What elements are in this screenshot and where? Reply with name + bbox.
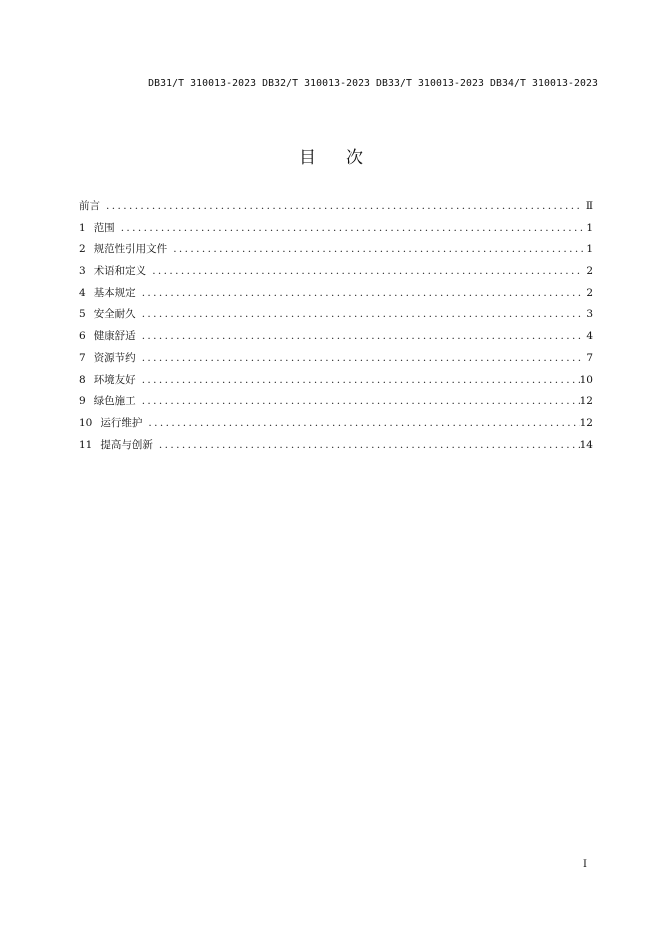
toc-entry-number: 11 bbox=[79, 438, 93, 451]
toc-entry-label: 环境友好 bbox=[93, 373, 136, 386]
toc-entry-page: 14 bbox=[579, 438, 593, 451]
toc-entry-page: 7 bbox=[586, 351, 593, 364]
toc-entry-label: 规范性引用文件 bbox=[93, 243, 168, 256]
toc-dot-leader bbox=[155, 435, 580, 457]
toc-entry-label: 基本规定 bbox=[93, 286, 136, 299]
toc-entry-number: 8 bbox=[79, 373, 86, 386]
toc-entry-page: 10 bbox=[579, 373, 593, 386]
toc-entry-number: 2 bbox=[79, 243, 86, 256]
toc-entry-3[interactable] bbox=[79, 261, 593, 283]
toc-dot-leader bbox=[138, 283, 583, 305]
toc-entry-number: 3 bbox=[79, 265, 86, 278]
toc-entry-4[interactable] bbox=[79, 283, 593, 305]
toc-entry-page: 12 bbox=[579, 395, 593, 408]
toc-entry-label: 绿色施工 bbox=[93, 395, 136, 408]
toc-entry-page: Ⅱ bbox=[585, 200, 593, 212]
toc-entry-page: 4 bbox=[586, 330, 593, 343]
toc-entry-number: 10 bbox=[79, 416, 93, 429]
toc-entry-label: 资源节约 bbox=[93, 351, 136, 364]
toc-dot-leader bbox=[102, 196, 583, 218]
toc-entry-number: 9 bbox=[79, 395, 86, 408]
toc-dot-leader bbox=[148, 261, 583, 283]
toc-entry-number: 1 bbox=[79, 221, 86, 234]
toc-dot-leader bbox=[144, 413, 579, 435]
toc-title: 目次 bbox=[299, 148, 393, 168]
toc-entry-page: 2 bbox=[586, 265, 593, 278]
toc-entry-page: 12 bbox=[579, 416, 593, 429]
toc-entry-2[interactable] bbox=[79, 239, 593, 261]
page-number: I bbox=[583, 859, 587, 870]
toc-entry-page: 2 bbox=[586, 286, 593, 299]
toc-entry-7[interactable] bbox=[79, 348, 593, 370]
toc-entry-8[interactable] bbox=[79, 370, 593, 392]
toc-entry-6[interactable] bbox=[79, 326, 593, 348]
standard-codes-header: DB31/T 310013-2023 DB32/T 310013-2023 DB33/T 310013-2023 DB34/T 310013-2023 bbox=[148, 78, 598, 89]
toc-entry-label: 术语和定义 bbox=[93, 265, 147, 278]
toc-list bbox=[79, 196, 593, 456]
toc-entry-11[interactable] bbox=[79, 435, 593, 457]
toc-entry-5[interactable] bbox=[79, 304, 593, 326]
toc-entry-label: 提高与创新 bbox=[100, 438, 153, 451]
toc-entry-page: 1 bbox=[586, 243, 593, 256]
toc-dot-leader bbox=[138, 326, 583, 348]
toc-entry-preface[interactable] bbox=[79, 196, 593, 218]
toc-entry-10[interactable] bbox=[79, 413, 593, 435]
toc-entry-number: 4 bbox=[79, 286, 86, 299]
toc-entry-label: 运行维护 bbox=[100, 416, 143, 429]
toc-entry-number: 6 bbox=[79, 330, 86, 343]
toc-entry-page: 3 bbox=[586, 308, 593, 321]
toc-dot-leader bbox=[138, 391, 580, 413]
toc-entry-label: 前言 bbox=[79, 200, 100, 212]
toc-entry-9[interactable] bbox=[79, 391, 593, 413]
toc-dot-leader bbox=[117, 218, 583, 240]
toc-entry-label: 安全耐久 bbox=[93, 308, 136, 321]
toc-dot-leader bbox=[138, 348, 583, 370]
toc-entry-label: 范围 bbox=[93, 221, 115, 234]
toc-entry-number: 5 bbox=[79, 308, 86, 321]
toc-entry-page: 1 bbox=[586, 221, 593, 234]
toc-entry-number: 7 bbox=[79, 351, 86, 364]
toc-dot-leader bbox=[138, 304, 583, 326]
toc-entry-1[interactable] bbox=[79, 218, 593, 240]
toc-entry-label: 健康舒适 bbox=[93, 330, 136, 343]
toc-dot-leader bbox=[169, 239, 583, 261]
toc-dot-leader bbox=[138, 370, 580, 392]
